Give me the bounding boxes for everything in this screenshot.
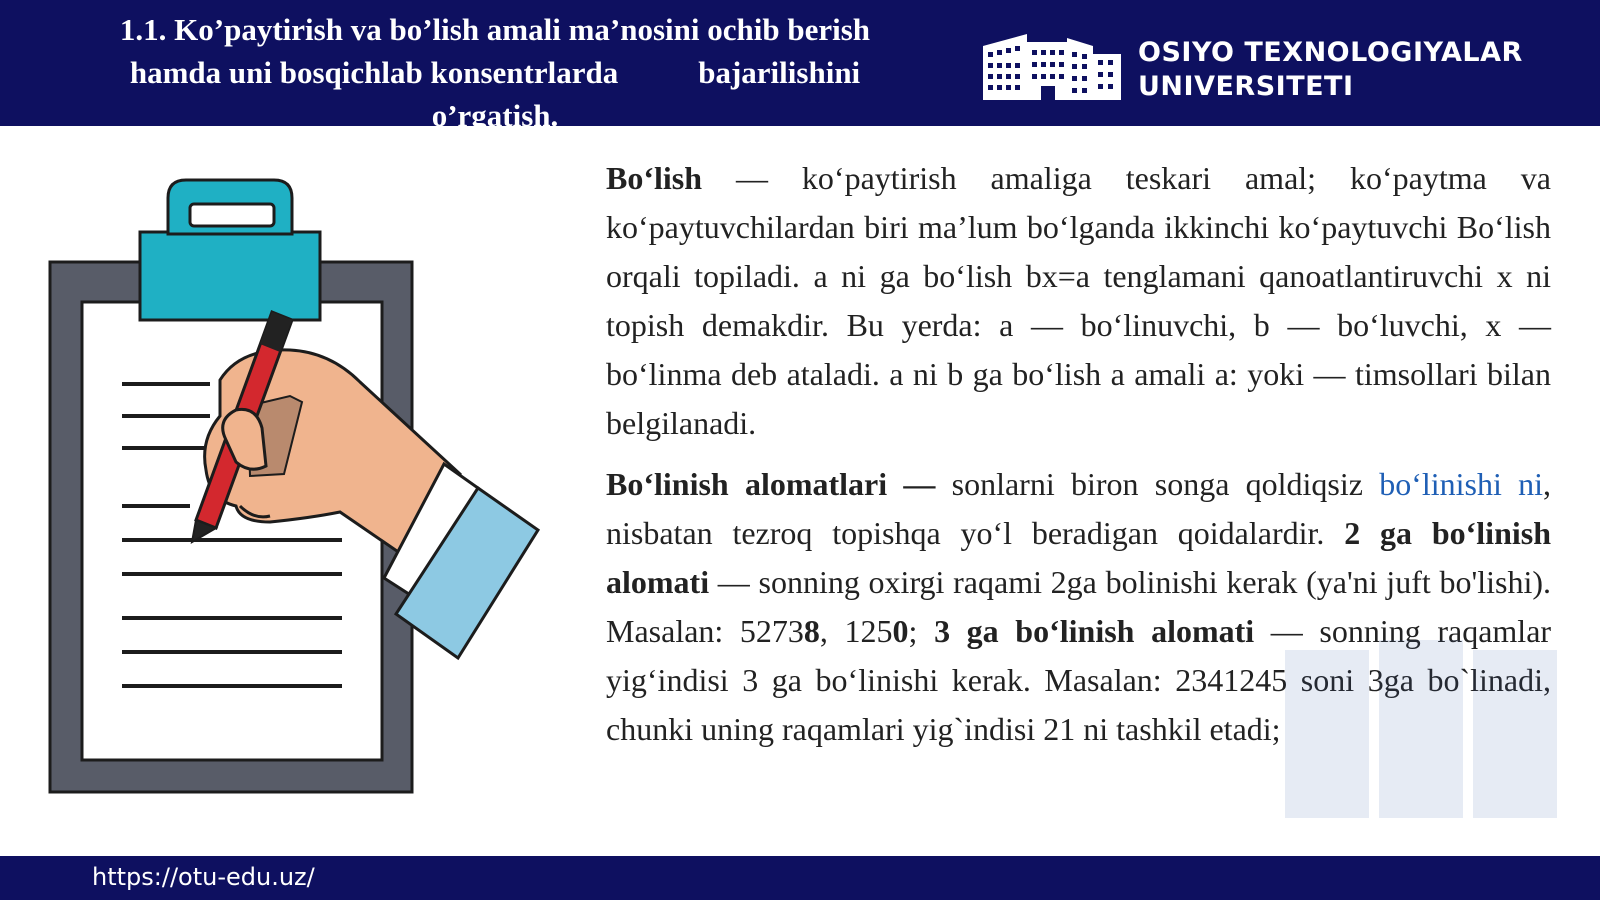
rule-2-end: ;	[908, 613, 935, 649]
slide-title	[40, 8, 950, 137]
university-name	[1138, 36, 1523, 104]
divisibility-text-1: sonlarni biron songa qoldiqsiz	[935, 466, 1380, 502]
footer-bar	[0, 856, 1600, 900]
title-line-2b: bajarilishini	[698, 55, 861, 90]
rule-2-example-digit-1: 8	[803, 613, 820, 649]
website-link[interactable]: https://otu-edu.uz/	[92, 863, 315, 891]
building-watermark	[1283, 640, 1563, 820]
title-line-3: o’rgatish.	[431, 98, 559, 133]
rule-2-example-mid: , 125	[819, 613, 893, 649]
university-name-line-2: UNIVERSITETI	[1138, 71, 1354, 102]
divisibility-text-2: , nisbatan tezroq topishqa yo‘l beradigan qoidalardir.	[606, 466, 1552, 551]
clipboard-writing-hand-icon	[40, 170, 560, 810]
division-definition-text: — ko‘paytirish amaliga teskari amal; ko‘paytma va ko‘paytuvchilardan biri ma’lum bo‘lganda ikkinchi ko‘paytuvchi Bo‘lish orqali topiladi. a ni ga bo‘lish bx=a tenglamani qanoatlantiruvchi x ni topish demakdir. Bu yerda: a — bo‘linuvchi, b — bo‘luvchi, x — bo‘linma deb ataladi. a ni b ga bo‘lish a amali a: yoki — timsollari bilan belgilanadi.	[606, 160, 1551, 441]
rule-2-term: 2 ga bo‘linish alomati	[606, 515, 1552, 600]
title-line-2a: hamda uni bosqichlab konsentrlarda	[129, 55, 619, 90]
division-definition-paragraph	[606, 154, 1551, 448]
university-name-line-1: OSIYO TEXNOLOGIYALAR	[1138, 37, 1523, 68]
division-term: Bo‘lish	[606, 160, 703, 196]
divisibility-link[interactable]: bo‘linishi ni	[1379, 466, 1544, 502]
university-building-icon	[975, 28, 1125, 103]
header-bar	[0, 0, 1600, 133]
rule-3-term: 3 ga bo‘linish alomati	[934, 613, 1255, 649]
rule-2-text: — sonning oxirgi raqami 2ga bolinishi kerak (ya'ni juft bo'lishi). Masalan: 5273	[606, 564, 1551, 649]
divisibility-term: Bo‘linish alomatlari —	[606, 466, 936, 502]
rule-2-example-digit-2: 0	[892, 613, 909, 649]
university-brand	[975, 28, 1575, 108]
title-line-1: 1.1. Ko’paytirish va bo’lish amali ma’nosini ochib berish	[119, 12, 871, 47]
rule-3-text: — sonning raqamlar yig‘indisi 3 ga bo‘linishi kerak. Masalan: 2341245 soni 3ga bo`linadi, chunki uning raqamlari yig`indisi 21 ni tashkil etadi;	[606, 613, 1552, 747]
title-line-2	[40, 51, 950, 94]
